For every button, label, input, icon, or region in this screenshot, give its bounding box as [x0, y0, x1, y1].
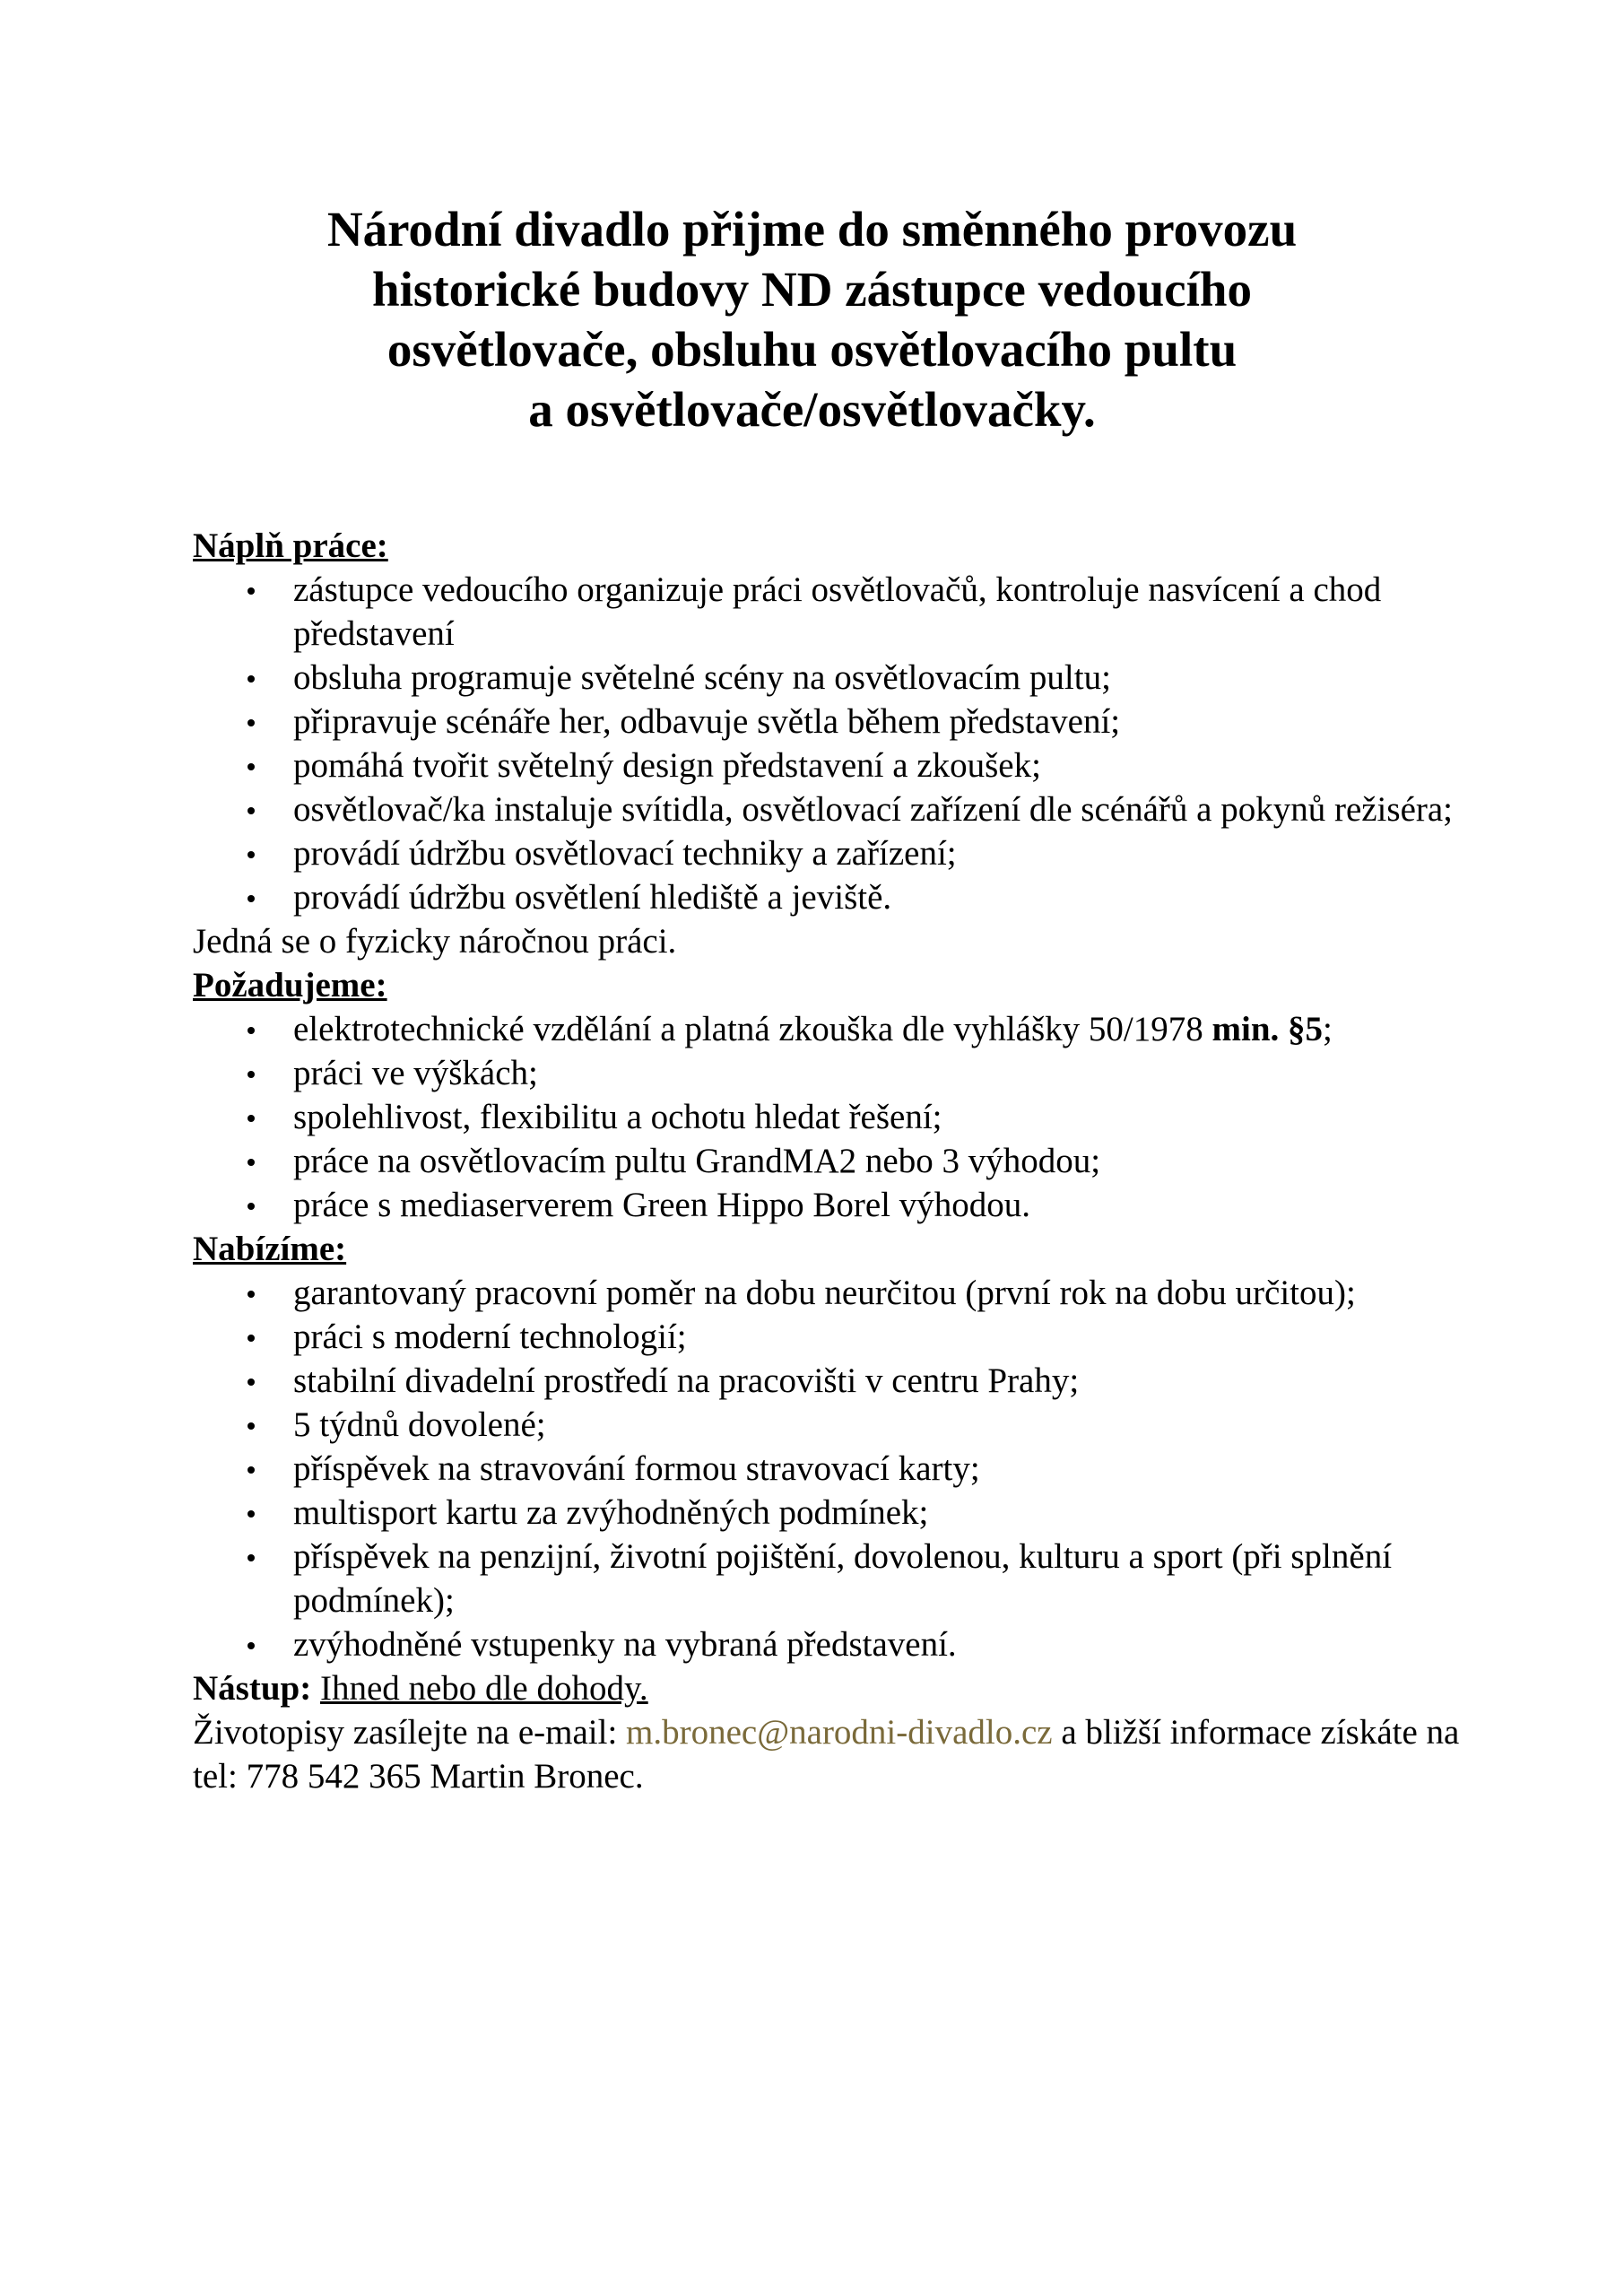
bullet-icon — [248, 1291, 255, 1298]
bullet-icon — [248, 1466, 255, 1474]
list-item — [193, 656, 1466, 700]
list-item-text: příspěvek na penzijní, životní pojištění, dovolenou, kulturu a sport (při splnění podmínek); — [293, 1537, 1393, 1620]
naplne-list — [193, 568, 1466, 919]
list-item-text: příspěvek na stravování formou stravovací karty; — [293, 1449, 980, 1488]
section-heading-pozadujeme: Požadujeme: — [193, 966, 387, 1004]
list-item-text: pomáhá tvořit světelný design představení a zkoušek; — [293, 746, 1041, 785]
list-item — [193, 1491, 1466, 1535]
list-item — [193, 1051, 1466, 1095]
bullet-icon — [248, 851, 255, 858]
list-item — [193, 831, 1466, 875]
bullet-icon — [248, 675, 255, 683]
list-item-text: multisport kartu za zvýhodněných podmínek; — [293, 1493, 929, 1532]
list-item-text: provádí údržbu osvětlení hlediště a jeviště. — [293, 878, 892, 917]
bullet-icon — [248, 1115, 255, 1122]
list-item — [193, 1447, 1466, 1491]
list-item — [193, 1139, 1466, 1183]
nastup-label: Nástup: — [193, 1669, 312, 1708]
list-item — [193, 700, 1466, 744]
list-item — [193, 1535, 1466, 1622]
pozadujeme-list — [193, 1007, 1466, 1227]
nastup-value: Ihned nebo dle dohody. — [319, 1669, 648, 1708]
list-item — [193, 1622, 1466, 1666]
list-item-text: spolehlivost, flexibilitu a ochotu hledat řešení; — [293, 1098, 942, 1136]
list-item-text: obsluha programuje světelné scény na osvětlovacím pultu; — [293, 658, 1111, 697]
list-item-bold-text: min. §5 — [1211, 1010, 1324, 1048]
bullet-icon — [248, 719, 255, 726]
bullet-icon — [248, 1335, 255, 1342]
list-item-text: elektrotechnické vzdělání a platná zkouška dle vyhlášky 50/1978 — [293, 1010, 1212, 1048]
list-item-text: práce na osvětlovacím pultu GrandMA2 nebo 3 výhodou; — [293, 1142, 1101, 1180]
bullet-icon — [248, 895, 255, 902]
bullet-icon — [248, 1378, 255, 1386]
list-item — [193, 875, 1466, 919]
section-heading-naplne: Náplň práce: — [193, 526, 388, 565]
contact-paragraph — [193, 1710, 1466, 1798]
nabizime-list — [193, 1271, 1466, 1666]
list-item — [193, 1271, 1466, 1315]
list-item — [193, 787, 1466, 831]
list-item-text: zvýhodněné vstupenky na vybraná představení. — [293, 1625, 957, 1664]
list-item-text: zástupce vedoucího organizuje práci osvětlovačů, kontroluje nasvícení a chod představení — [293, 570, 1382, 653]
bullet-icon — [248, 1027, 255, 1034]
list-item-text: provádí údržbu osvětlovací techniky a zařízení; — [293, 834, 957, 873]
bullet-icon — [248, 807, 255, 814]
list-item-text: práci ve výškách; — [293, 1054, 538, 1092]
list-item-text: 5 týdnů dovolené; — [293, 1405, 546, 1444]
title-line: Národní divadlo přijme do směnného provozu — [326, 202, 1298, 257]
email-link[interactable]: m.bronec@narodni-divadlo.cz — [626, 1713, 1053, 1752]
list-item-text: osvětlovač/ka instaluje svítidla, osvětlovací zařízení dle scénářů a pokynů režiséra; — [293, 790, 1454, 829]
nastup-line — [193, 1666, 1466, 1710]
list-item — [193, 1183, 1466, 1227]
list-item — [193, 1315, 1466, 1359]
naplne-note: Jedná se o fyzicky náročnou práci. — [193, 922, 677, 961]
list-item — [193, 1359, 1466, 1403]
list-item-text: připravuje scénáře her, odbavuje světla během představení; — [293, 702, 1121, 741]
bullet-icon — [248, 1510, 255, 1518]
list-item-text-end: ; — [1323, 1010, 1333, 1048]
list-item — [193, 568, 1466, 656]
section-heading-nabizime: Nabízíme: — [193, 1230, 347, 1268]
contact-suffix: a bližší informace získáte na tel: 778 542 365 Martin Bronec. — [193, 1713, 1460, 1796]
bullet-icon — [248, 763, 255, 770]
bullet-icon — [248, 1554, 255, 1561]
bullet-icon — [248, 1642, 255, 1649]
bullet-icon — [248, 1159, 255, 1166]
list-item-text: práce s mediaserverem Green Hippo Borel výhodou. — [293, 1186, 1030, 1224]
list-item — [193, 1007, 1466, 1051]
list-item-text: stabilní divadelní prostředí na pracovišti v centru Prahy; — [293, 1361, 1080, 1400]
bullet-icon — [248, 1203, 255, 1210]
document-title — [0, 199, 1624, 439]
list-item — [193, 744, 1466, 787]
bullet-icon — [248, 1422, 255, 1430]
list-item — [193, 1095, 1466, 1139]
list-item-text: garantovaný pracovní poměr na dobu neurčitou (první rok na dobu určitou); — [293, 1274, 1356, 1312]
title-line: historické budovy ND zástupce vedoucího — [372, 262, 1252, 317]
list-item — [193, 1403, 1466, 1447]
bullet-icon — [248, 1071, 255, 1078]
contact-prefix: Životopisy zasílejte na e-mail: — [193, 1713, 627, 1752]
list-item-text: práci s moderní technologií; — [293, 1318, 687, 1356]
document-body — [193, 524, 1466, 1798]
title-line: a osvětlovače/osvětlovačky. — [528, 382, 1096, 437]
title-line: osvětlovače, obsluhu osvětlovacího pultu — [386, 322, 1238, 377]
bullet-icon — [248, 587, 255, 595]
